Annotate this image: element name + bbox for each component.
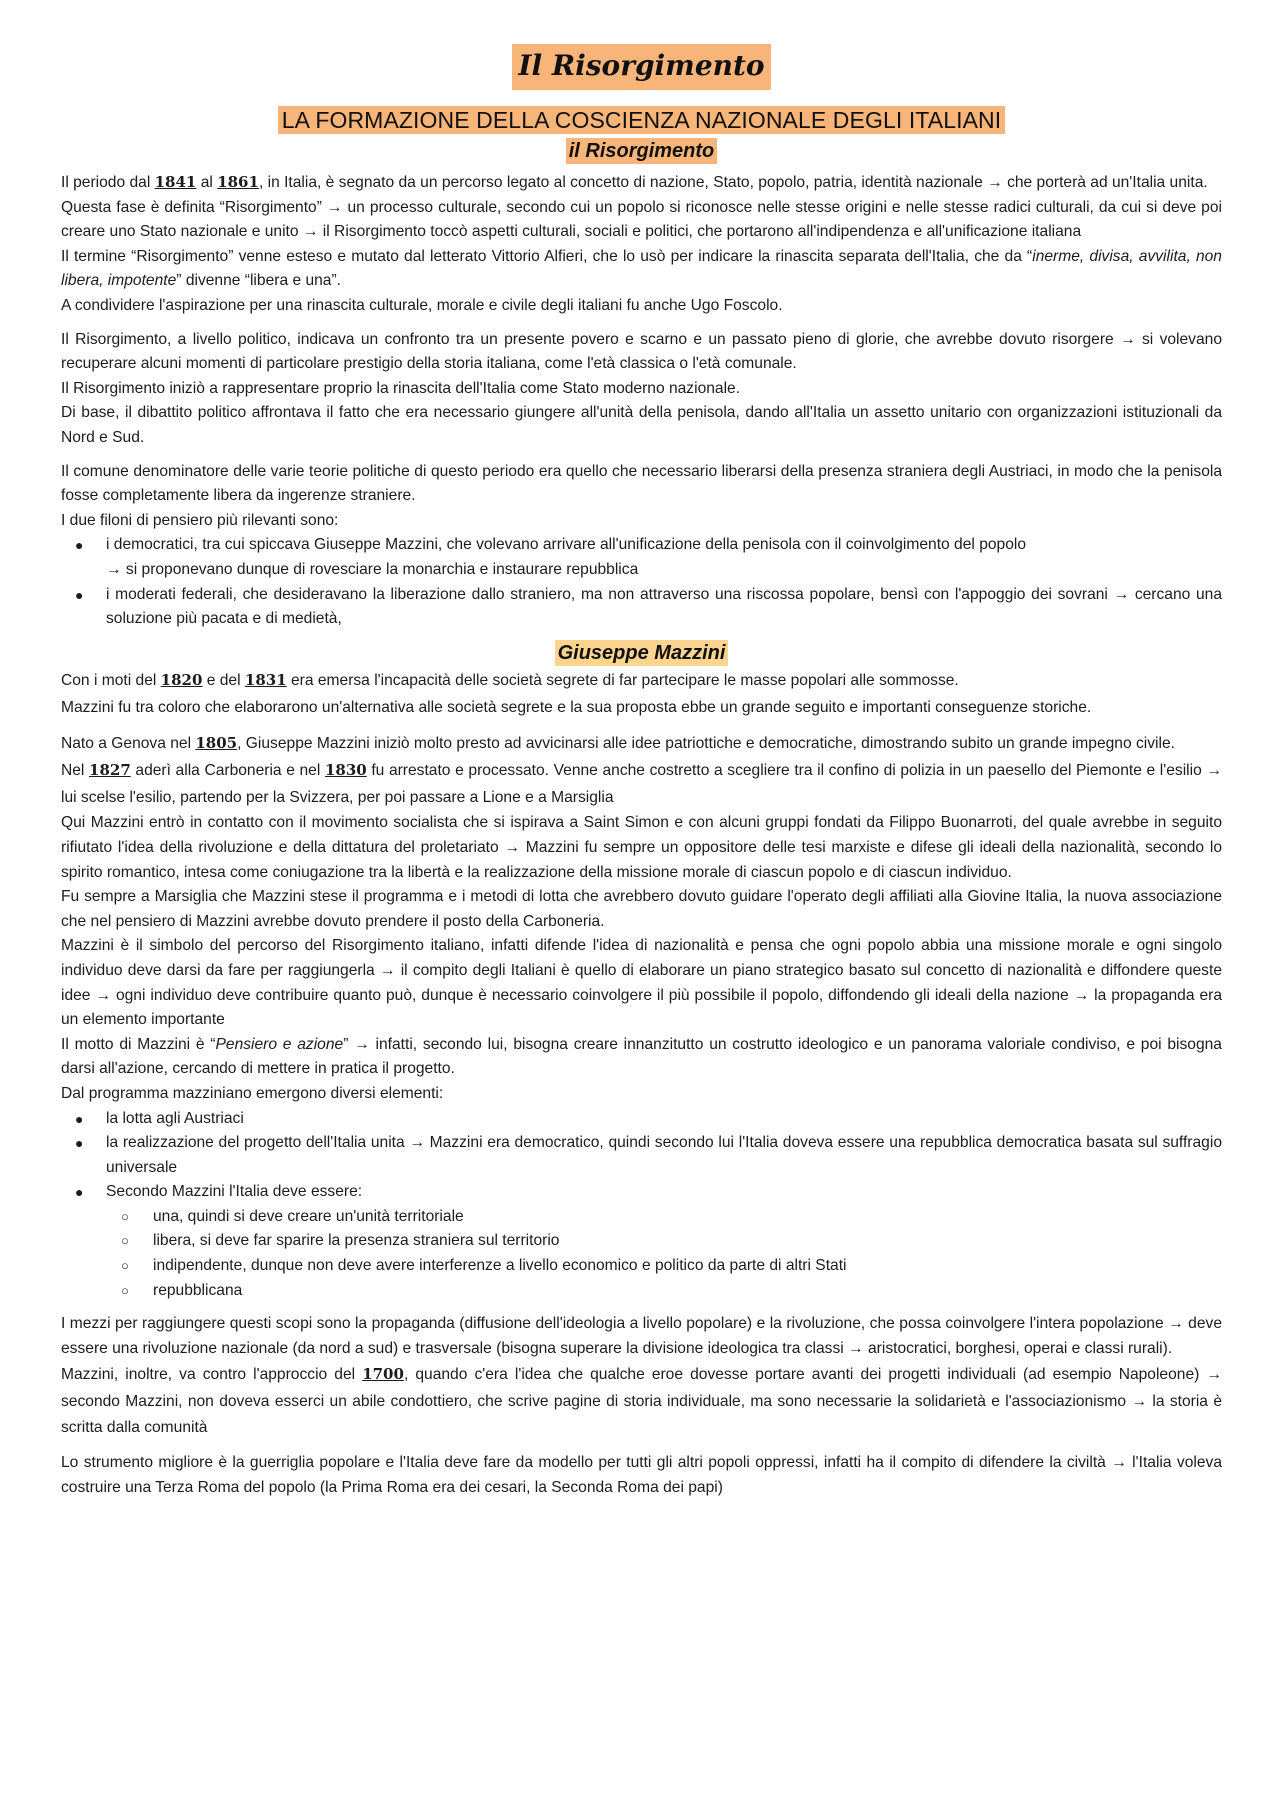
sub-list-item: ○ indipendente, dunque non deve avere interferenze a livello economico e politico da parte di altri Stati — [61, 1254, 1222, 1279]
paragraph: Con i moti del 1820 e del 1831 era emersa l'incapacità delle società segrete di far partecipare le masse popolari alle sommosse. — [61, 670, 959, 689]
list-item: ● i moderati federali, che desideravano la liberazione dallo straniero, ma non attraverso una riscossa popolare, bensì con l'appoggio dei sovrani → cercano una soluzione più pacata e di medietà, — [61, 583, 1222, 632]
section-heading-mazzini: Giuseppe Mazzini — [555, 640, 729, 666]
list-item: ● la realizzazione del progetto dell'Italia unita → Mazzini era democratico, quindi secondo lui l'Italia doveva essere una repubblica democratica basata sul suffragio universale — [61, 1131, 1222, 1180]
paragraph: Qui Mazzini entrò in contatto con il movimento socialista che si ispirava a Saint Simon e con alcuni gruppi fondati da Filippo Buonarroti, del quale avrebbe in seguito rifiutato l'idea della rivoluzione e della dittatura del proletariato → Mazzini fu sempre un oppositore delle tesi marxiste e difese gli ideali della nazionalità, secondo lo spirito romantico, intesa come coniugazione tra la libertà e la realizzazione della missione morale di ciascun popolo e di ciascun individuo. — [61, 814, 1222, 881]
paragraph: Il comune denominatore delle varie teorie politiche di questo periodo era quello che necessario liberarsi della presenza straniera degli Austriaci, in modo che la penisola fosse completamente libera da ingerenze straniere. — [61, 462, 1222, 505]
main-heading: LA FORMAZIONE DELLA COSCIENZA NAZIONALE DEGLI ITALIANI — [278, 106, 1005, 134]
sub-list-item: ○ una, quindi si deve creare un'unità territoriale — [61, 1205, 1222, 1230]
sub-list-item: ○ libera, si deve far sparire la presenza straniera sul territorio — [61, 1229, 1222, 1254]
paragraph: Mazzini, inoltre, va contro l'approccio del 1700, quando c'era l'idea che qualche eroe dovesse portare avanti dei progetti individuali (ad esempio Napoleone) → secondo Mazzini, non doveva esserci un abile condottiero, che scrive pagine di storia individuale, ma sono necessarie la solidarietà e l'associazionismo → la storia è scritta dalla comunità — [61, 1365, 1222, 1437]
hollow-bullet-icon: ○ — [121, 1258, 129, 1274]
bullet-list — [61, 533, 1222, 631]
hollow-bullet-icon: ○ — [121, 1233, 129, 1249]
paragraph: Fu sempre a Marsiglia che Mazzini stese il programma e i metodi di lotta che avrebbero dovuto guidare l'operato degli affiliati alla Giovine Italia, la nuova associazione che nel pensiero di Mazzini avrebbe dovuto prendere il posto della Carboneria. — [61, 888, 1222, 930]
page-title: Il Risorgimento — [512, 44, 770, 90]
document-page — [61, 44, 1222, 1500]
paragraph: Il motto di Mazzini è “Pensiero e azione” → infatti, secondo lui, bisogna creare innanzitutto un costrutto ideologico e un panorama valoriale condiviso, e poi bisogna darsi all'azione, cercando di mettere in pratica il progetto. — [61, 1035, 1222, 1078]
paragraph: Lo strumento migliore è la guerriglia popolare e l'Italia deve fare da modello per tutti gli altri popoli oppressi, infatti ha il compito di difendere la civiltà → l'Italia voleva costruire una Terza Roma del popolo (la Prima Roma era dei cesari, la Seconda Roma dei papi) — [61, 1453, 1222, 1496]
paragraph: I mezzi per raggiungere questi scopi sono la propaganda (diffusione dell'ideologia a livello popolare) e la rivoluzione, che possa coinvolgere l'intera popolazione → deve essere una rivoluzione nazionale (da nord a sud) e trasversale (bisogna superare la divisione ideologica tra classi → aristocratici, borghesi, operai e classi rurali). — [61, 1315, 1222, 1357]
paragraph: Il termine “Risorgimento” venne esteso e mutato dal letterato Vittorio Alfieri, che lo usò per indicare la rinascita separata dell'Italia, che da “inerme, divisa, avvilita, non libera, impotente” divenne “libera e una”. — [61, 247, 1222, 290]
paragraph: Nel 1827 aderì alla Carboneria e nel 1830 fu arrestato e processato. Venne anche costretto a scegliere tra il confino di polizia in un paesello del Piemonte e l'esilio → lui scelse l'esilio, partendo per la Svizzera, per poi passare a Lione e a Marsiglia — [61, 761, 1223, 806]
list-item: ● i democratici, tra cui spiccava Giuseppe Mazzini, che volevano arrivare all'unificazione della penisola con il coinvolgimento del popolo → si proponevano dunque di rovesciare la monarchia e instaurare repubblica — [61, 533, 1222, 582]
paragraph: Il periodo dal 1841 al 1861, in Italia, è segnato da un percorso legato al concetto di nazione, Stato, popolo, patria, identità nazionale → che porterà ad un'Italia unita. — [61, 173, 1208, 191]
paragraph: Mazzini fu tra coloro che elaborarono un'alternativa alle società segrete e la sua proposta ebbe un grande seguito e importanti conseguenze storiche. — [61, 699, 1092, 717]
program-list — [61, 1107, 1222, 1304]
bullet-icon: ● — [75, 1110, 84, 1127]
list-item: ● la lotta agli Austriaci — [61, 1107, 1222, 1132]
paragraph: I due filoni di pensiero più rilevanti sono: — [61, 511, 339, 529]
paragraph: Dal programma mazziniano emergono diversi elementi: — [61, 1084, 444, 1102]
paragraph: Di base, il dibattito politico affrontava il fatto che era necessario giungere all'unità della penisola, dando all'Italia un assetto unitario con organizzazioni istituzionali da Nord e Sud. — [61, 404, 1222, 446]
paragraph: Il Risorgimento iniziò a rappresentare proprio la rinascita dell'Italia come Stato moderno nazionale. — [61, 379, 741, 397]
bullet-icon: ● — [75, 586, 84, 603]
bullet-icon: ● — [75, 537, 84, 554]
paragraph: Questa fase è definita “Risorgimento” → un processo culturale, secondo cui un popolo si riconosce nelle stesse origini e nelle stesse radici culturali, da cui si deve poi creare uno Stato nazionale e unito → il Risorgimento toccò aspetti culturali, sociali e politici, che portarono all'indipendenza e all'unificazione italiana — [61, 198, 1222, 241]
paragraph: Nato a Genova nel 1805, Giuseppe Mazzini iniziò molto presto ad avvicinarsi alle idee patriottiche e democratiche, dimostrando subito un grande impegno civile. — [61, 733, 1175, 752]
list-item: ● Secondo Mazzini l'Italia deve essere: — [61, 1180, 1222, 1205]
paragraph: Mazzini è il simbolo del percorso del Risorgimento italiano, infatti difende l'idea di nazionalità e pensa che ogni popolo abbia una missione morale e ogni singolo individuo deve darsi da fare per raggiungerla → il compito degli Italiani è quello di elaborare un piano strategico basato sul concetto di nazionalità e diffondere queste idee → ogni individuo deve contribuire quanto può, dunque è necessario coinvolgere il più possibile il popolo, diffondendo gli ideali della nazione → la propaganda era un elemento importante — [61, 937, 1222, 1029]
hollow-bullet-icon: ○ — [121, 1282, 129, 1298]
paragraph: A condividere l'aspirazione per una rinascita culturale, morale e civile degli italiani fu anche Ugo Foscolo. — [61, 296, 783, 314]
bullet-icon: ● — [75, 1135, 84, 1152]
section-heading-risorgimento: il Risorgimento — [566, 138, 718, 164]
sub-list-item: ○ repubblicana — [61, 1279, 1222, 1304]
paragraph: Il Risorgimento, a livello politico, indicava un confronto tra un presente povero e scarno e un passato pieno di glorie, che avrebbe dovuto risorgere → si volevano recuperare alcuni momenti di particolare prestigio della storia italiana, come l'età classica o l'età comunale. — [61, 330, 1222, 373]
bullet-icon: ● — [75, 1184, 84, 1201]
hollow-bullet-icon: ○ — [121, 1208, 129, 1224]
